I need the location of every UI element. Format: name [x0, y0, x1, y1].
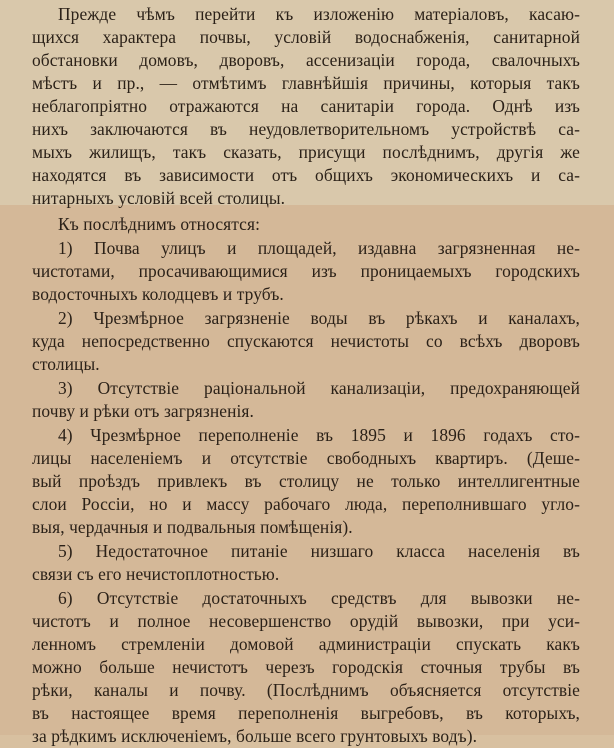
- list-item-line: лицы населеніемъ и отсутствіе свободныхъ квартиръ. (Деше-: [32, 448, 580, 468]
- list-item-line: можно больше нечистотъ черезъ городскія сточныя трубы въ: [32, 657, 580, 677]
- text-line: находятся въ зависимости отъ общихъ экономическихъ и са-: [32, 165, 580, 185]
- list-item-line: чистотами, просачивающимися изъ проницаемыхъ городскихъ: [32, 261, 580, 281]
- list-item-line: 5) Недостаточное питаніе низшаго класса населенія въ: [58, 541, 580, 561]
- list-item-line: почву и рѣки отъ загрязненія.: [32, 401, 254, 421]
- list-item-line: слои Россіи, но и массу рабочаго люда, переполнившаго угло-: [32, 494, 580, 514]
- list-item-line: 4) Чрезмѣрное переполненіе въ 1895 и 1896 годахъ сто-: [58, 425, 580, 445]
- text-line: Прежде чѣмъ перейти къ изложенію матеріаловъ, касаю-: [58, 4, 580, 24]
- list-item-line: 1) Почва улицъ и площадей, издавна загрязненная не-: [58, 238, 580, 258]
- text-line: обстановки домовъ, дворовъ, ассенизаціи города, свалочныхъ: [32, 50, 580, 70]
- list-item-line: рѣки, каналы и почву. (Послѣднимъ объясняется отсутствіе: [32, 680, 580, 700]
- list-item-line: связи съ его нечистоплотностью.: [32, 564, 280, 584]
- text-line: мыхъ жилищъ, такъ сказать, присущи послѣднимъ, другія же: [32, 142, 580, 162]
- text-line: неблагопріятно отражаются на санитаріи города. Однѣ изъ: [32, 96, 580, 116]
- text-line: мѣстъ и пр., — отмѣтимъ главнѣйшія причины, которыя такъ: [32, 73, 580, 93]
- text-line: щихся характера почвы, условій водоснабженія, санитарной: [32, 27, 580, 47]
- list-item-line: водосточныхъ колодцевъ и трубъ.: [32, 284, 284, 304]
- list-item-line: вый проѣздъ привлекъ въ столицу не только интеллигентные: [32, 471, 580, 491]
- list-item-line: 6) Отсутствіе достаточныхъ средствъ для вывозки не-: [58, 588, 580, 608]
- list-item-line: 2) Чрезмѣрное загрязненіе воды въ рѣкахъ и каналахъ,: [58, 308, 580, 328]
- text-line: нихъ заключаются въ неудовлетворительномъ устройствѣ са-: [32, 119, 580, 139]
- list-item-line: чистотъ и полное несовершенство орудій вывозки, при уси-: [32, 611, 580, 631]
- list-item-line: ленномъ стремленіи домовой администраціи спускать какъ: [32, 634, 580, 654]
- text-line: нитарныхъ условій всей столицы.: [32, 188, 286, 208]
- list-item-line: за рѣдкимъ исключеніемъ, больше всего грунтовыхъ водъ).: [32, 726, 478, 746]
- list-item-line: выя, чердачныя и подвальныя помѣщенія).: [32, 517, 353, 537]
- list-item-line: столицы.: [32, 354, 100, 374]
- list-item-line: въ настоящее время переполненія выгребовъ, въ которыхъ,: [32, 703, 580, 723]
- section-lead: Къ послѣднимъ относятся:: [58, 214, 261, 234]
- list-item-line: куда непосредственно спускаются нечистоты со всѣхъ дворовъ: [32, 331, 580, 351]
- list-item-line: 3) Отсутствіе раціональной канализаціи, предохраняющей: [58, 378, 580, 398]
